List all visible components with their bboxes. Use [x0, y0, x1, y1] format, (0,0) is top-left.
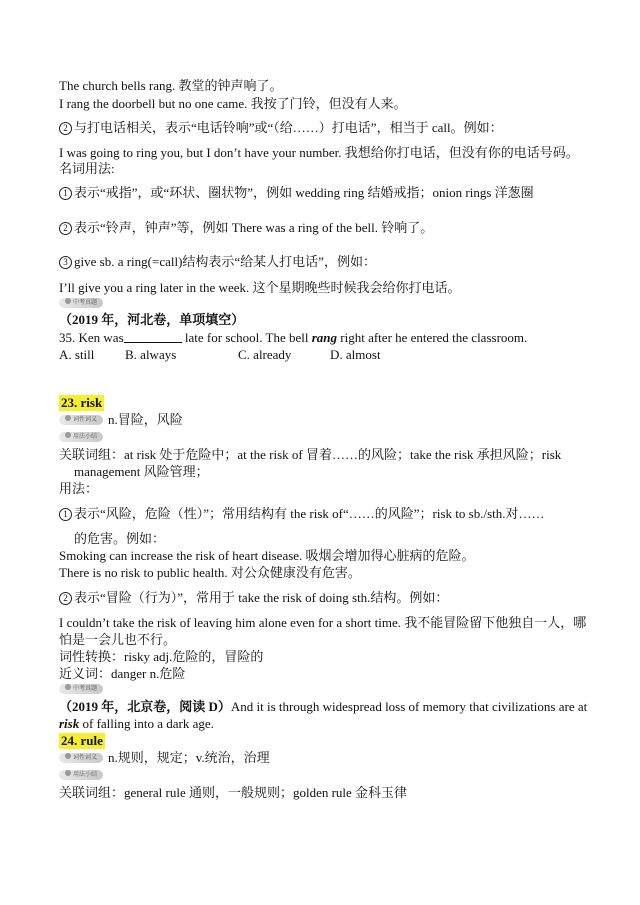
- example-sentence: I’ll give you a ring later in the week. 这个星期晚些时候我会给你打电话。: [59, 280, 461, 295]
- section-label: 名词用法:: [59, 161, 115, 176]
- tag-dot-icon: [65, 298, 71, 304]
- example-sentence-cont: 怕是一会儿也不行。: [59, 632, 177, 647]
- exam-question: 35. Ken was late for school. The bell rang right after he entered the classroom.: [59, 330, 528, 345]
- usage-text: 表示“铃声，钟声”等，例如 There was a ring of the bell. 铃响了。: [74, 220, 434, 235]
- keyword: rang: [311, 330, 338, 345]
- exam-passage-cont: risk of falling into a dark age.: [59, 716, 214, 731]
- usage-text: give sb. a ring(=call)结构表示“给某人打电话”，例如：: [74, 254, 376, 269]
- word-meaning: n.冒险，风险: [108, 412, 183, 427]
- usage-point: [59, 589, 610, 606]
- usage-point: [59, 219, 610, 236]
- meaning-tag: 词性词义: [59, 415, 103, 425]
- word-conversion: 词性转换：risky adj.危险的，冒险的: [59, 649, 264, 664]
- exam-source: （2019 年，河北卷，单项填空）: [59, 312, 245, 327]
- example-sentence: I rang the doorbell but no one came. 我按了门铃，但没有人来。: [59, 96, 407, 111]
- tag-dot-icon: [65, 770, 71, 776]
- usage-text: 与打电话相关，表示“电话铃响”或“（给……）打电话”，相当于 call。例如：: [74, 120, 503, 135]
- answer-blank: [124, 331, 182, 343]
- circled-number: 2: [59, 122, 72, 135]
- usage-point: [59, 505, 610, 522]
- usage-text: 表示“冒险（行为）”，常用于 take the risk of doing sth.结构。例如：: [74, 590, 449, 605]
- example-sentence: I was going to ring you, but I don’t have your number. 我想给你打电话，但没有你的电话号码。: [59, 145, 579, 160]
- option-b: B. always: [125, 347, 177, 362]
- example-sentence: Smoking can increase the risk of heart disease. 吸烟会增加得心脏病的危险。: [59, 548, 475, 563]
- usage-text: 表示“戒指”，或“环状、圈状物”，例如 wedding ring 结婚戒指；onion rings 洋葱圈: [74, 185, 534, 200]
- circled-number: 2: [59, 222, 72, 235]
- related-phrases: 关联词组：general rule 通则，一般规则；golden rule 金科玉律: [59, 785, 408, 800]
- answer-options: [59, 346, 610, 363]
- exam-tag: 中考真题: [59, 298, 103, 308]
- option-c: C. already: [238, 347, 292, 362]
- option-a: A. still: [59, 347, 95, 362]
- usage-tag: 用法小结: [59, 432, 103, 442]
- meaning-tag: 词性词义: [59, 753, 103, 763]
- exam-passage: （2019 年，北京卷，阅读 D）And it is through widespread loss of memory that civilizations are at: [59, 699, 588, 714]
- section-label: 用法：: [59, 481, 99, 496]
- usage-text: 表示“风险，危险（性）”；常用结构有 the risk of“……的风险”；risk to sb./sth.对……: [74, 506, 545, 521]
- usage-tag: 用法小结: [59, 770, 103, 780]
- entry-heading: 23. risk: [61, 395, 103, 410]
- keyword: risk: [59, 716, 80, 731]
- usage-point: [59, 119, 610, 136]
- circled-number: 2: [59, 592, 72, 605]
- example-sentence: I couldn’t take the risk of leaving him alone even for a short time. 我不能冒险留下他独自一人，哪: [59, 615, 587, 630]
- word-meaning: n.规则，规定；v.统治，治理: [108, 750, 270, 765]
- tag-dot-icon: [65, 753, 71, 759]
- example-sentence: There is no risk to public health. 对公众健康没有危害。: [59, 565, 361, 580]
- synonym: 近义词：danger n.危险: [59, 666, 186, 681]
- circled-number: 1: [59, 187, 72, 200]
- circled-number: 3: [59, 256, 72, 269]
- example-sentence: The church bells rang. 教堂的钟声响了。: [59, 78, 283, 93]
- entry-heading: 24. rule: [61, 733, 103, 748]
- tag-dot-icon: [65, 415, 71, 421]
- usage-point: [59, 184, 610, 201]
- exam-tag: 中考真题: [59, 684, 103, 694]
- related-phrases: 关联词组：at risk 处于危险中；at the risk of 冒着……的风险；take the risk 承担风险；risk: [59, 447, 562, 462]
- exam-source: （2019 年，北京卷，阅读 D）: [59, 699, 231, 714]
- circled-number: 1: [59, 508, 72, 521]
- tag-dot-icon: [65, 432, 71, 438]
- usage-text-cont: 的危害。例如：: [74, 531, 166, 546]
- usage-point: [59, 253, 610, 270]
- option-d: D. almost: [330, 347, 381, 362]
- related-phrases-cont: management 风险管理；: [74, 464, 209, 479]
- tag-dot-icon: [65, 684, 71, 690]
